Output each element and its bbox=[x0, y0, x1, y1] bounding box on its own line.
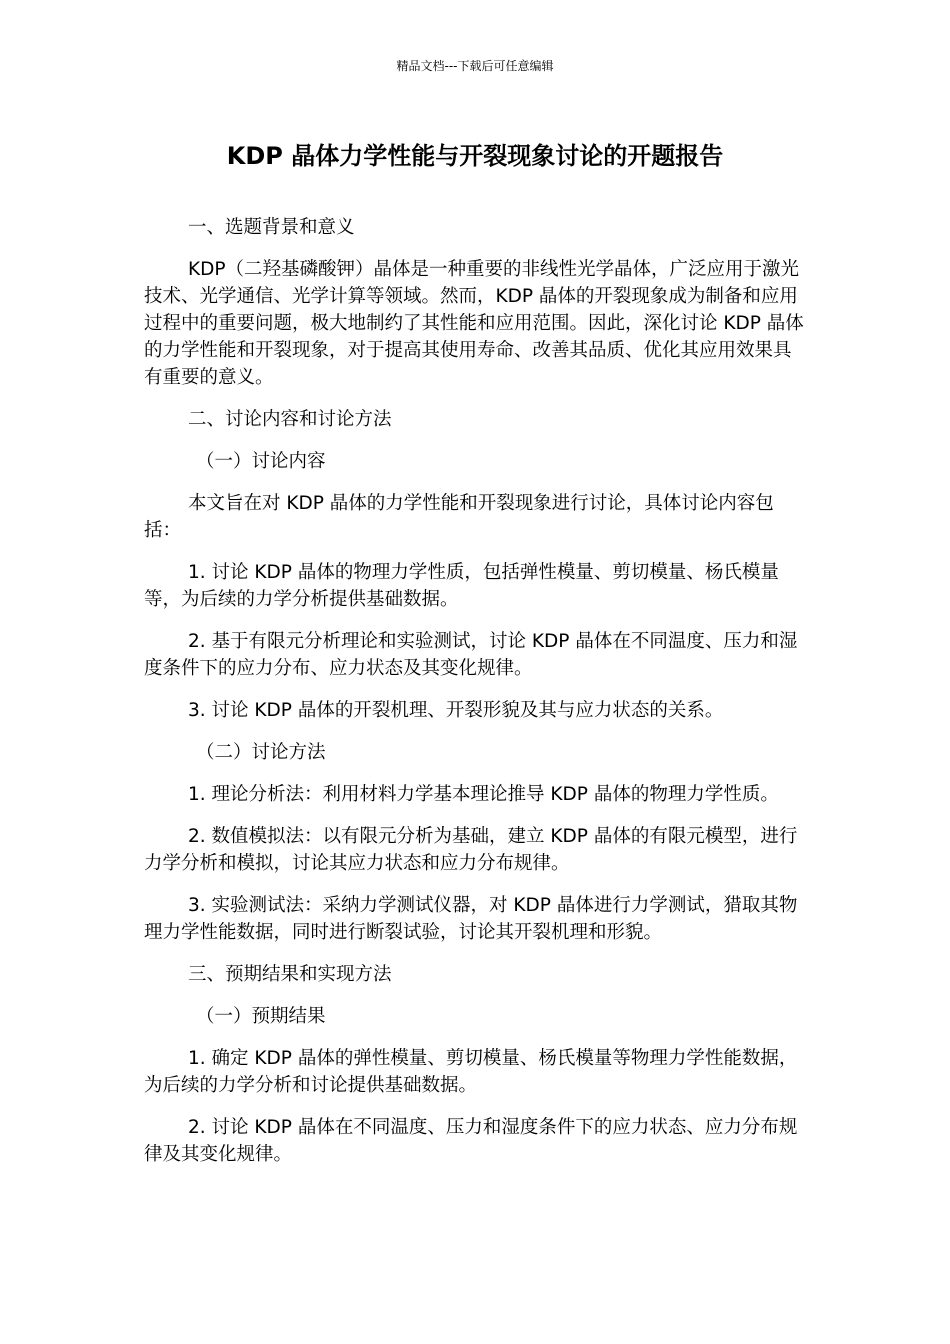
section-heading-expected-results: 三、预期结果和实现方法 bbox=[188, 964, 392, 985]
list-item-method-2: 2. 数值模拟法：以有限元分析为基础，建立 KDP 晶体的有限元模型，进行力学分析和模拟，讨论其应力状态和应力分布规律。 bbox=[144, 826, 798, 874]
document-body bbox=[144, 214, 808, 1183]
list-item-expected-2: 2. 讨论 KDP 晶体在不同温度、压力和湿度条件下的应力状态、应力分布规律及其变化规律。 bbox=[144, 1117, 798, 1165]
list-item-content-3: 3. 讨论 KDP 晶体的开裂机理、开裂形貌及其与应力状态的关系。 bbox=[188, 700, 724, 721]
paragraph-content-intro: 本文旨在对 KDP 晶体的力学性能和开裂现象进行讨论，具体讨论内容包括： bbox=[144, 493, 774, 541]
document-title: KDP 晶体力学性能与开裂现象讨论的开题报告 bbox=[226, 142, 724, 170]
subsection-heading-content: （一）讨论内容 bbox=[196, 451, 326, 472]
list-item-content-2: 2. 基于有限元分析理论和实验测试，讨论 KDP 晶体在不同温度、压力和湿度条件下的应力分布、应力状态及其变化规律。 bbox=[144, 631, 798, 679]
list-item-method-3: 3. 实验测试法：采纳力学测试仪器，对 KDP 晶体进行力学测试，猎取其物理力学性能数据，同时进行断裂试验，讨论其开裂机理和形貌。 bbox=[144, 895, 798, 943]
list-item-content-1: 1. 讨论 KDP 晶体的物理力学性质，包括弹性模量、剪切模量、杨氏模量等，为后续的力学分析提供基础数据。 bbox=[144, 562, 779, 610]
section-heading-background: 一、选题背景和意义 bbox=[188, 217, 355, 238]
page-header: 精品文档---下载后可任意编辑 bbox=[396, 59, 554, 73]
subsection-heading-expected: （一）预期结果 bbox=[196, 1006, 326, 1027]
list-item-expected-1: 1. 确定 KDP 晶体的弹性模量、剪切模量、杨氏模量等物理力学性能数据，为后续的力学分析和讨论提供基础数据。 bbox=[144, 1048, 798, 1096]
section-heading-content-methods: 二、讨论内容和讨论方法 bbox=[188, 409, 392, 430]
paragraph-background: KDP（二羟基磷酸钾）晶体是一种重要的非线性光学晶体，广泛应用于激光技术、光学通信、光学计算等领域。然而，KDP 晶体的开裂现象成为制备和应用过程中的重要问题，极大地制约了其性能和应用范围。因此，深化讨论 KDP 晶体的力学性能和开裂现象，对于提高其使用寿命、改善其品质、优化其应用效果具有重要的意义。 bbox=[144, 259, 804, 388]
subsection-heading-methods: （二）讨论方法 bbox=[196, 742, 326, 763]
list-item-method-1: 1. 理论分析法：利用材料力学基本理论推导 KDP 晶体的物理力学性质。 bbox=[188, 784, 779, 805]
